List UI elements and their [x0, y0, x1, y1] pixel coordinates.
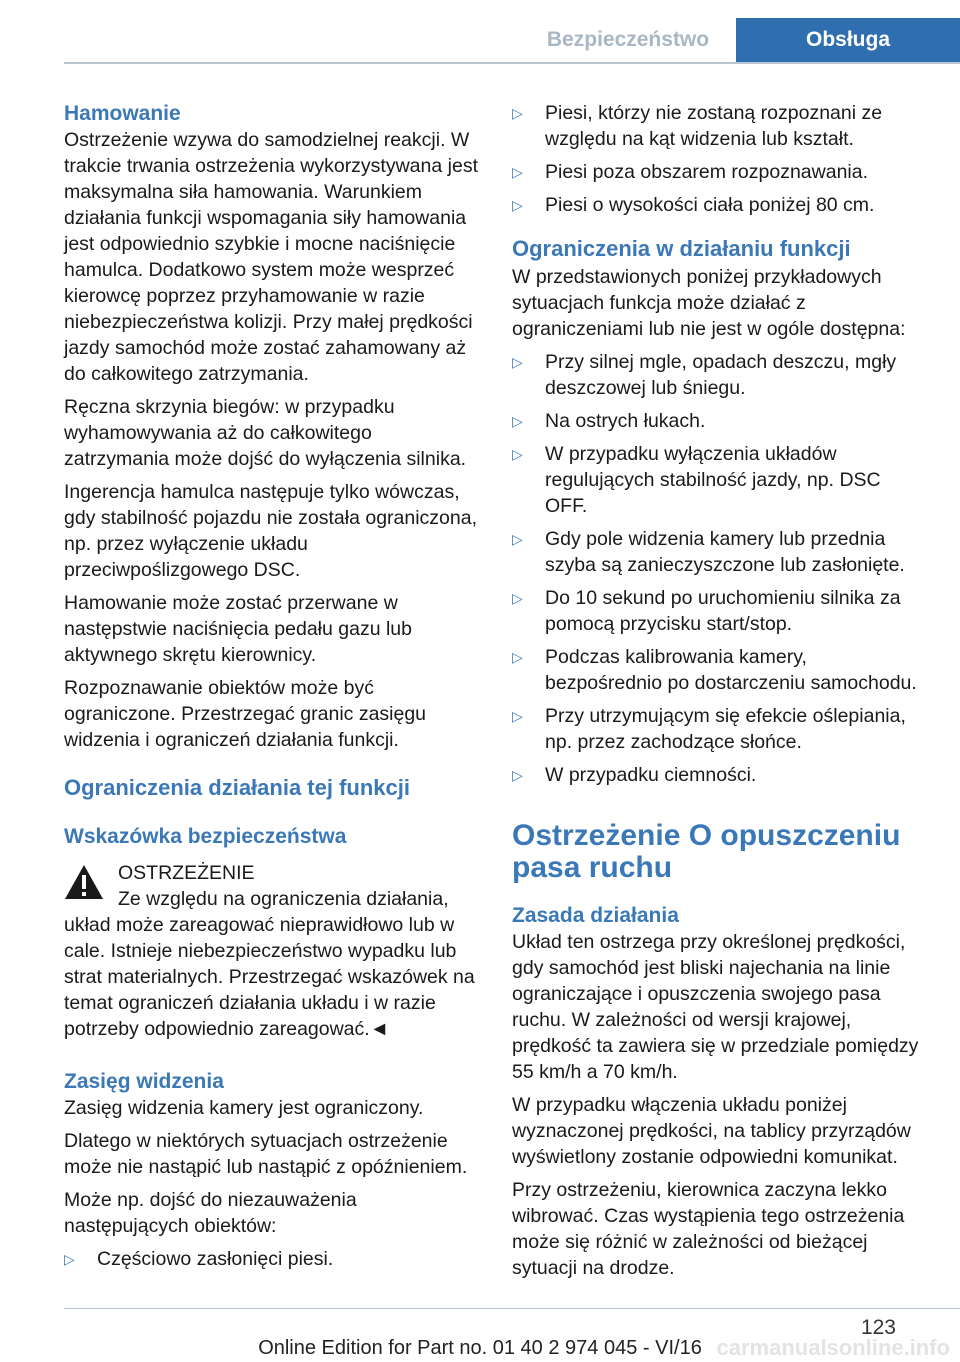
triangle-right-outline-icon: ▷ [512, 590, 523, 606]
header-section-label: Bezpieczeństwo [546, 28, 710, 51]
header-chapter-tab[interactable]: Obsługa [736, 18, 960, 62]
header-rule [64, 62, 960, 64]
triangle-right-outline-icon: ▷ [512, 105, 523, 121]
triangle-right-outline-icon: ▷ [512, 446, 523, 462]
warning-block [64, 860, 478, 1042]
warning-text [64, 886, 478, 1042]
principle-paragraph: W przypadku włączenia układu poniżej wyznaczonej prędkości, na tablicy przyrządów wyświetlony zostanie odpowiedni komunikat. [512, 1094, 911, 1168]
warning-text-content: Ze względu na ograniczenia działania, układ może zareagować nieprawidłowo lub w cale. Istnieje niebezpieczeństwo wypadku lub strat materialnych. Przestrzegać wskazówek na temat ograniczeń działania układu i w razie potrzeby odpowiednio zareagować.◄ [64, 888, 475, 1040]
heading-function-limitations: Ograniczenia w działaniu funkcji [512, 236, 851, 261]
right-column [512, 100, 926, 1288]
warning-title: OSTRZEŻENIE [118, 862, 255, 884]
list-item: ▷ W przypadku ciemności. [512, 764, 757, 786]
principle-paragraph: Układ ten ostrzega przy określonej prędkości, gdy samochód jest bliski najechania na linie ograniczające i opuszczenia swojego pasa ruchu. W zależności od wersji krajowej, prędkość ta zawiera się w przedziale pomiędzy 55 km/h a 70 km/h. [512, 931, 919, 1083]
triangle-right-outline-icon: ▷ [512, 413, 523, 429]
function-limits-list [512, 349, 926, 788]
triangle-right-outline-icon: ▷ [512, 354, 523, 370]
heading-range: Zasięg widzenia [64, 1070, 224, 1093]
triangle-right-outline-icon: ▷ [512, 531, 523, 547]
triangle-right-outline-icon: ▷ [512, 197, 523, 213]
watermark: carmanualsonline.info [716, 1335, 950, 1360]
braking-paragraph: Ostrzeżenie wzywa do samodzielnej reakcji. W trakcie trwania ostrzeżenia wykorzystywana jest maksymalna siła hamowania. Warunkiem działania funkcji wspomagania siły hamowania jest odpowiednio szybkie i mocne naciśnięcie hamulca. Dodatkowo system może wesprzeć kierowcę poprzez przyhamowanie w razie niebezpieczeństwa kolizji. Przy małej prędkości jazdy samochód może zostać zahamowany aż do całkowitego zatrzymania. [64, 129, 478, 385]
list-item: ▷ Podczas kalibrowania kamery, bezpośrednio po dostarczeniu samochodu. [512, 646, 917, 694]
list-item: ▷ Przy utrzymującym się efekcie oślepiania, np. przez zachodzące słońce. [512, 705, 906, 753]
triangle-right-outline-icon: ▷ [512, 164, 523, 180]
heading-lane-departure: Ostrzeżenie O opuszczeniu pasa ruchu [512, 819, 901, 884]
triangle-right-outline-icon: ▷ [512, 649, 523, 665]
triangle-right-outline-icon: ▷ [64, 1251, 75, 1267]
list-item: ▷ Piesi o wysokości ciała poniżej 80 cm. [512, 194, 875, 216]
heading-safety-note: Wskazówka bezpieczeństwa [64, 825, 347, 848]
range-list-continued [512, 100, 926, 218]
function-intro: W przedstawionych poniżej przykładowych sytuacjach funkcja może działać z ograniczeniami lub nie jest w ogóle dostępna: [512, 266, 906, 340]
page-number: 123 [860, 1316, 896, 1339]
braking-paragraph: Ręczna skrzynia biegów: w przypadku wyhamowywania aż do całkowitego zatrzymania może dojść do wyłączenia silnika. [64, 396, 467, 470]
list-item: ▷ Gdy pole widzenia kamery lub przednia szyba są zanieczyszczone lub zasłonięte. [512, 528, 905, 576]
braking-paragraph: Hamowanie może zostać przerwane w następstwie naciśnięcia pedału gazu lub aktywnego skrętu kierownicy. [64, 592, 412, 666]
list-item: ▷ Piesi poza obszarem rozpoznawania. [512, 161, 869, 183]
footer-rule [64, 1308, 960, 1309]
list-item: ▷ Piesi, którzy nie zostaną rozpoznani ze względu na kąt widzenia lub kształt. [512, 102, 883, 150]
braking-paragraph: Ingerencja hamulca następuje tylko wówczas, gdy stabilność pojazdu nie została ograniczona, np. przez wyłączenie układu przeciwpoślizgowego DSC. [64, 481, 478, 581]
left-column [64, 100, 478, 1279]
list-item: ▷ Przy silnej mgle, opadach deszczu, mgły deszczowej lub śniegu. [512, 351, 897, 399]
principle-paragraph: Przy ostrzeżeniu, kierownica zaczyna lekko wibrować. Czas wystąpienia tego ostrzeżenia może się różnić w zależności od bieżącej sytuacji na drodze. [512, 1179, 905, 1279]
heading-principle: Zasada działania [512, 904, 679, 927]
triangle-right-outline-icon: ▷ [512, 708, 523, 724]
list-item: ▷ Na ostrych łukach. [512, 410, 706, 432]
range-paragraph: Dlatego w niektórych sytuacjach ostrzeżenie może nie nastąpić lub nastąpić z opóźnieniem. [64, 1130, 468, 1178]
warning-triangle-icon [64, 864, 104, 900]
list-item: ▷ Częściowo zasłonięci piesi. [64, 1248, 334, 1270]
range-paragraph: Zasięg widzenia kamery jest ograniczony. [64, 1097, 424, 1119]
list-item: ▷ W przypadku wyłączenia układów regulujących stabilność jazdy, np. DSC OFF. [512, 443, 881, 517]
braking-paragraph: Rozpoznawanie obiektów może być ograniczone. Przestrzegać granic zasięgu widzenia i ograniczeń działania funkcji. [64, 677, 427, 751]
footer-edition: Online Edition for Part no. 01 40 2 974 045 - VI/16 [258, 1337, 702, 1359]
heading-braking: Hamowanie [64, 102, 181, 125]
heading-function-limits: Ograniczenia działania tej funkcji [64, 775, 410, 800]
triangle-right-outline-icon: ▷ [512, 767, 523, 783]
range-paragraph: Może np. dojść do niezauważenia następujących obiektów: [64, 1189, 357, 1237]
range-list [64, 1246, 478, 1272]
list-item: ▷ Do 10 sekund po uruchomieniu silnika za pomocą przycisku start/stop. [512, 587, 901, 635]
